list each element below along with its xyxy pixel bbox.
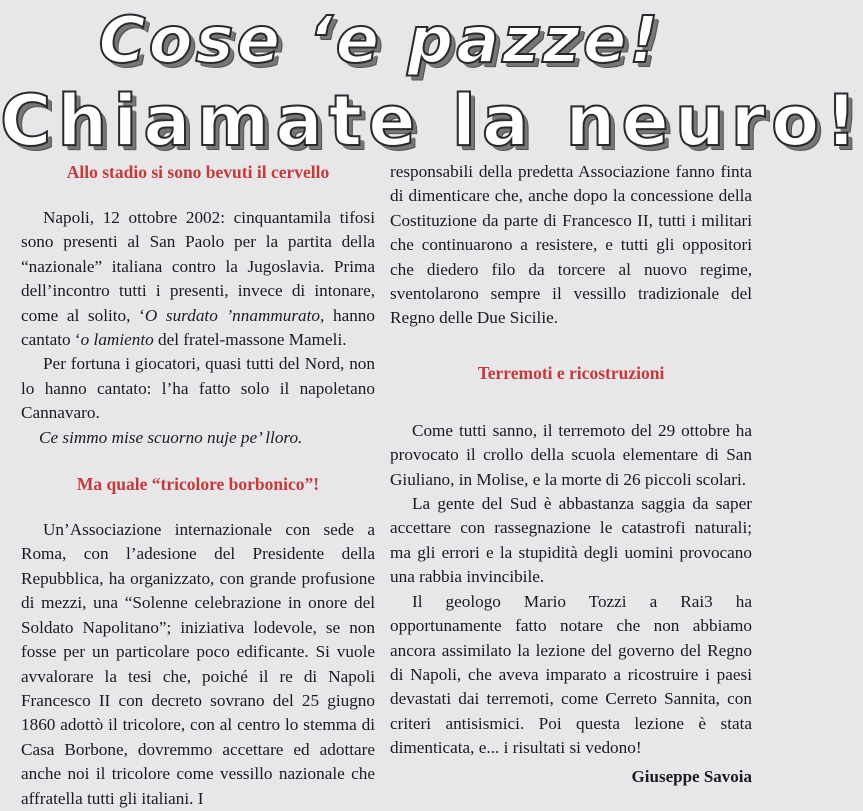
song-title: O surdato ’nnammurato	[144, 305, 321, 325]
section-title-tricolore: Ma quale “tricolore borbonico”!	[76, 474, 320, 495]
paragraph-tricolore-continued: responsabili della predetta Associazione fanno finta di dimenticare che, anche dopo la concessione della Costituzione da parte di Francesco II, tutti i militari che continuarono a resistere, e tutti gli oppositori che diedero filo da torcere al nuovo regime, sventolarono sempre il vessillo tradizionale del Regno delle Due Sicilie.	[390, 162, 752, 328]
section-title-stadio: Allo stadio si sono bevuti il cervello	[66, 162, 330, 182]
paragraph-tricolore-1: Un’Associazione internazionale con sede a Roma, con l’adesione del Presidente della Repubblica, ha organizzato, con grande profusione di mezzi, una “Solenne celebrazione in onore del Soldato Napolitano”; iniziativa lodevole, se non fosse per un particolare poco edificante. Si vuole avvalorare la tesi che, poiché il re di Napoli Francesco II con decreto sovrano del 25 giugno 1860 adottò il tricolore, con al centro lo stemma di Casa Borbone, dovremmo accettare ed adottare anche noi il tricolore come vessillo nazionale che affratella tutti gli italiani. I	[21, 520, 375, 808]
song-title: o lamiento	[80, 330, 154, 350]
headline-line-1: Cose ‘e pazze!	[98, 4, 662, 78]
right-column	[390, 160, 752, 789]
headline-line-2: Chiamate la neuro!	[0, 80, 863, 162]
paragraph-stadio-2: Per fortuna i giocatori, quasi tutti del Nord, non lo hanno cantato: l’ha fatto solo il napoletano Cannavaro.	[21, 354, 375, 423]
paragraph-terremoti-3: Il geologo Mario Tozzi a Rai3 ha opportunamente fatto notare che non abbiamo ancora assimilato la lezione del governo del Regno di Napoli, che aveva imparato a ricostruire i paesi devastati dai terremoti, come Cerreto Sannita, con criteri antisismici. Poi questa lezione è stata dimenticata, e... i risultati si vedono!	[390, 591, 752, 758]
paragraph-terremoti-2: La gente del Sud è abbastanza saggia da saper accettare con rassegnazione le catastrofi naturali; ma gli errori e la stupidità degli uomini provocano una rabbia invincibile.	[390, 494, 752, 587]
section-title-terremoti: Terremoti e ricostruzioni	[477, 362, 665, 383]
paragraph-terremoti-1: Come tutti sanno, il terremoto del 29 ottobre ha provocato il crollo della scuola elementare di San Giuliano, in Molise, e la morte di 26 piccoli scolari.	[390, 420, 752, 489]
left-column	[21, 160, 375, 811]
paragraph-stadio-1: Napoli, 12 ottobre 2002: cinquantamila tifosi sono presenti al San Paolo per la partita della “nazionale” italiana contro la Jugoslavia. Prima dell’incontro tutti i presenti, invece di intonare, come al solito, ‘O surdato ’nnammurato, hanno cantato ‘o lamiento del fratel-massone Mameli.	[21, 208, 375, 350]
author-signature: Giuseppe Savoia	[631, 766, 752, 786]
paragraph-stadio-quote: Ce simmo mise scuorno nuje pe’ lloro.	[39, 427, 303, 447]
